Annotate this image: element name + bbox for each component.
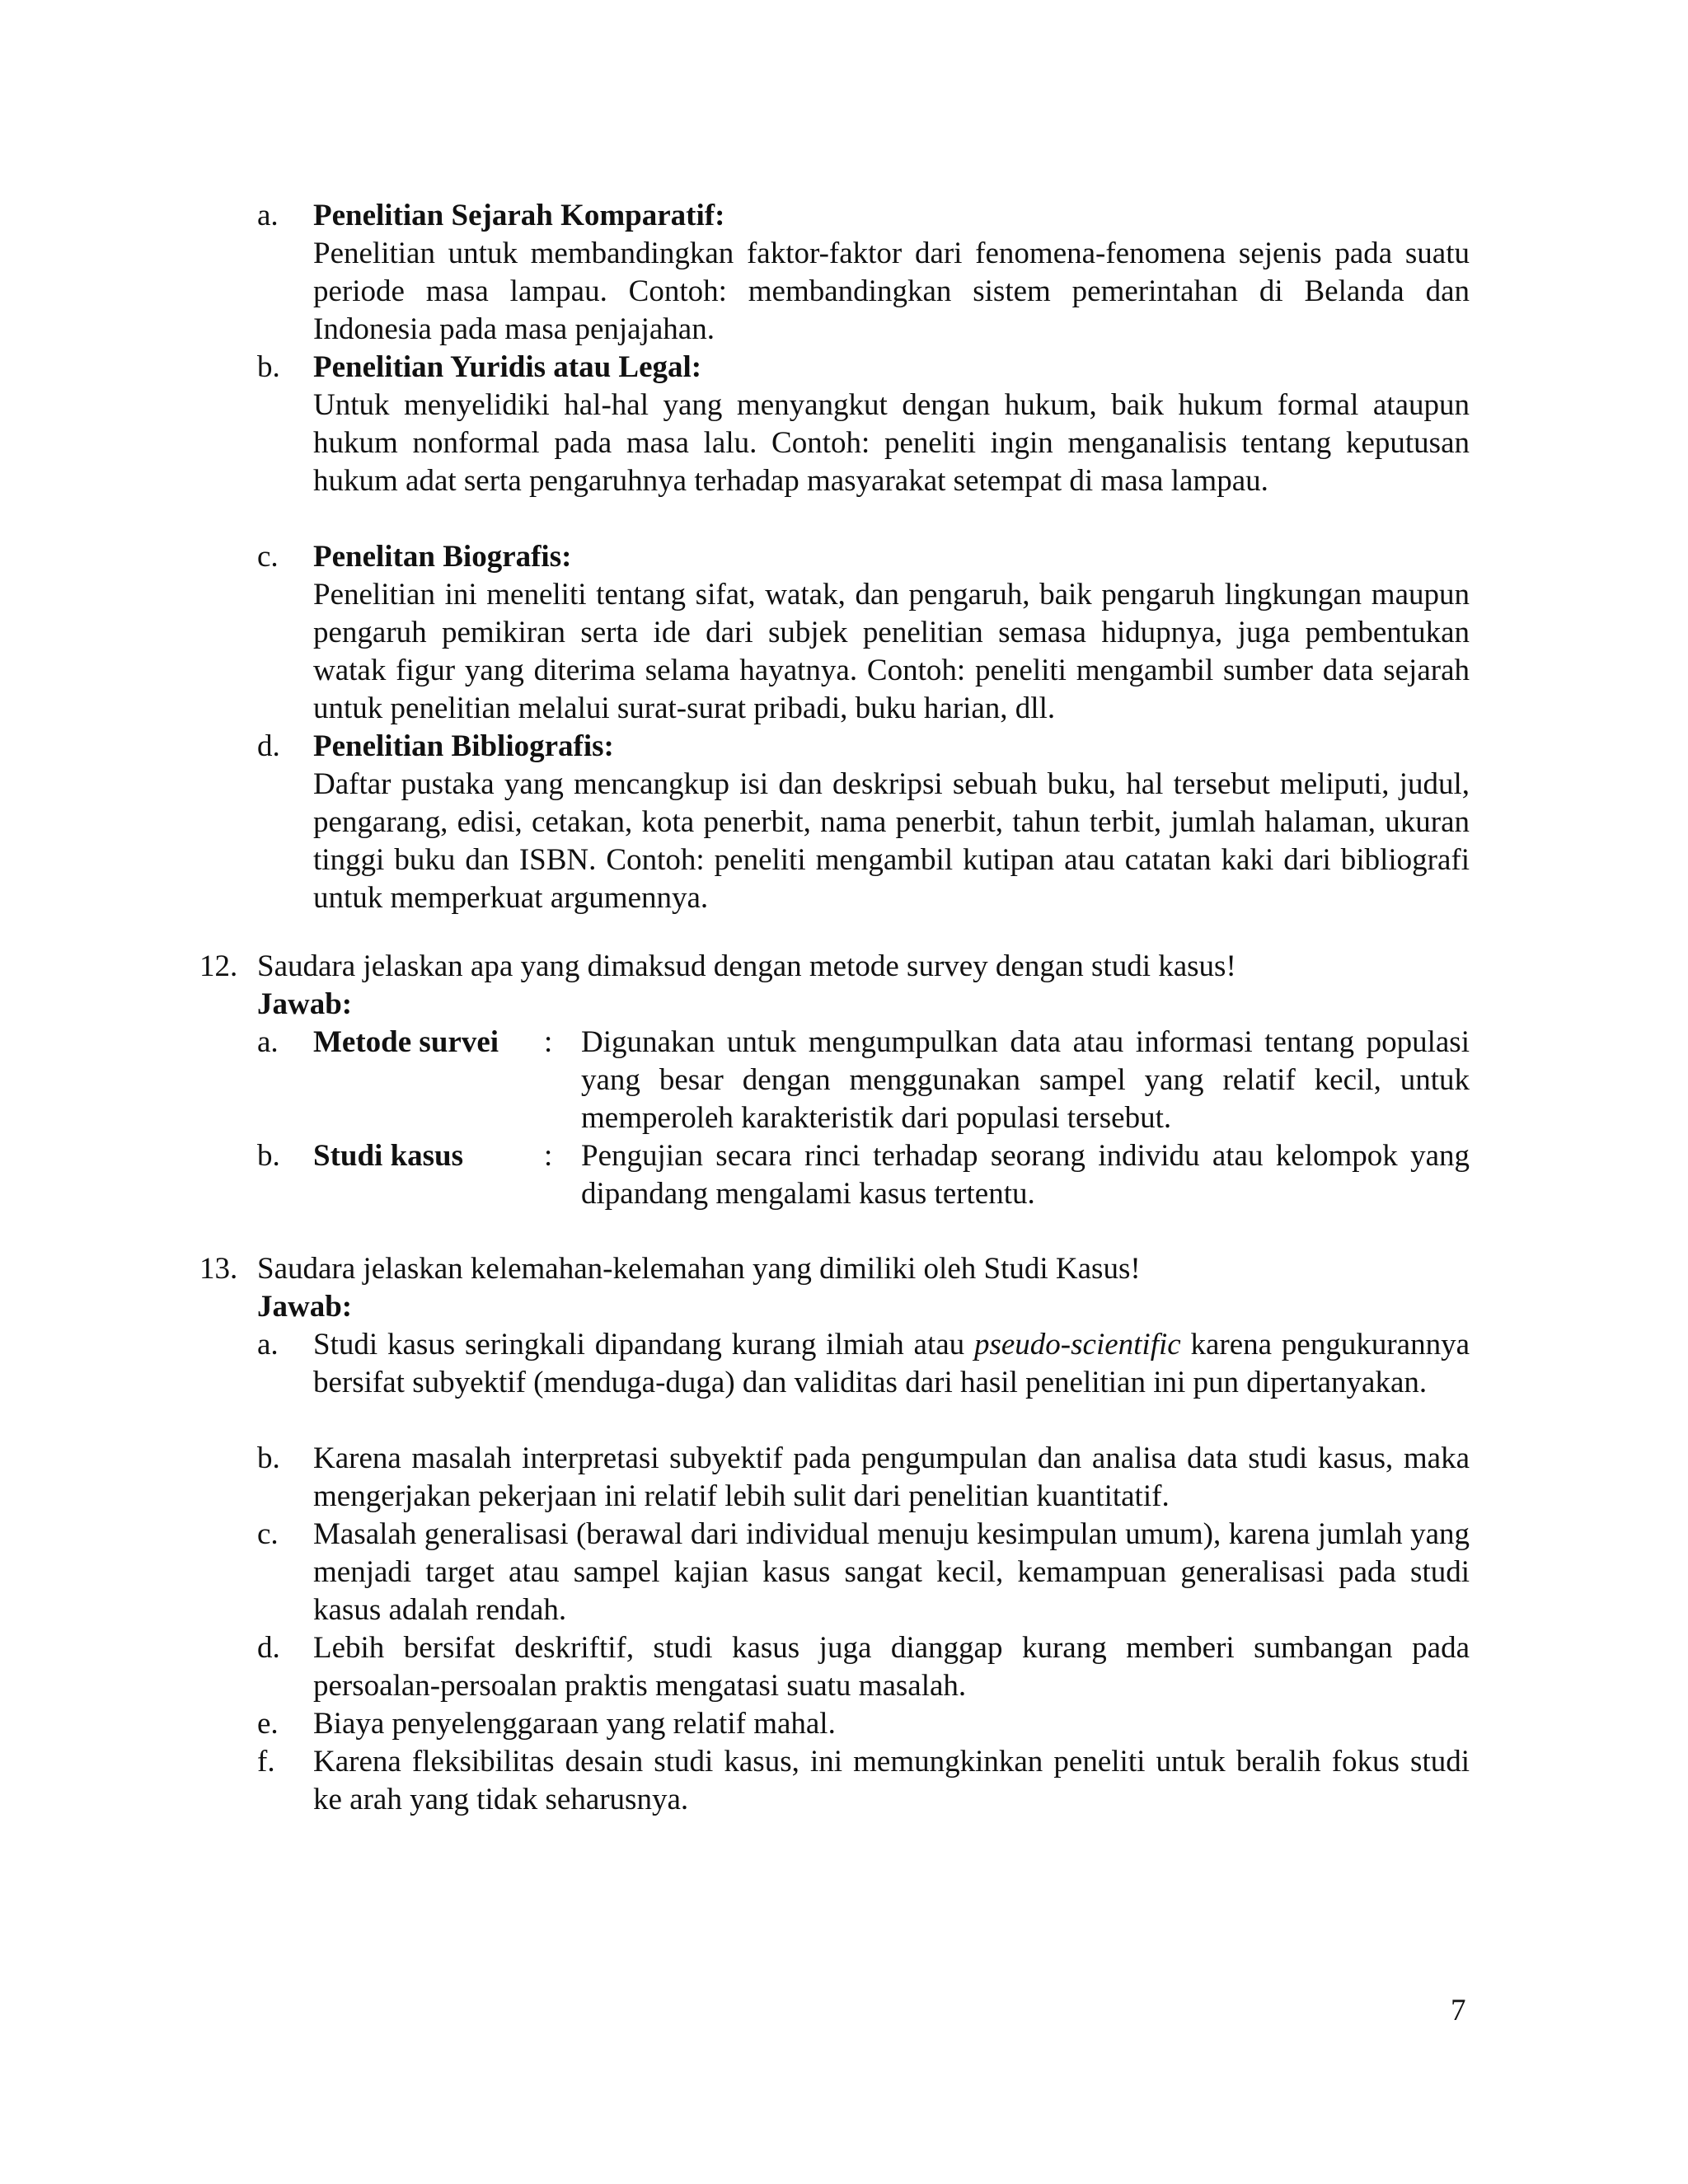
- term-separator: :: [544, 1025, 553, 1059]
- item-body: Untuk menyelidiki hal-hal yang menyangkut dengan hukum, baik hukum formal ataupun hukum nonformal pada masa lalu. Contoh: peneliti ingin menganalisis tentang keputusan hukum adat serta pengaruhnya terhadap masyarakat setempat di masa lampau.: [313, 388, 1470, 498]
- item-marker: a.: [257, 199, 279, 232]
- list-item: [313, 538, 1470, 728]
- item-marker: b.: [257, 1441, 280, 1475]
- item-text: karena pengukurannya bersifat subyektif (menduga-duga) dan validitas dari hasil penelitian ini pun dipertanyakan.: [313, 1328, 1470, 1399]
- question-number: 12.: [199, 949, 238, 983]
- item-marker: a.: [257, 1328, 279, 1361]
- item-marker: f.: [257, 1745, 275, 1779]
- list-item: Karena masalah interpretasi subyektif pada pengumpulan dan analisa data studi kasus, maka mengerjakan pekerjaan ini relatif lebih sulit dari penelitian kuantitatif.: [313, 1441, 1470, 1513]
- item-title: Penelitan Biografis:: [313, 540, 572, 574]
- item-marker: e.: [257, 1707, 279, 1741]
- term-separator: :: [544, 1139, 553, 1173]
- term-label: Studi kasus: [313, 1139, 464, 1173]
- term-definition: Pengujian secara rinci terhadap seorang individu atau kelompok yang dipandang mengalami kasus tertentu.: [581, 1139, 1470, 1211]
- item-marker: c.: [257, 540, 279, 574]
- list-item: [313, 349, 1470, 500]
- question-number: 13.: [199, 1252, 238, 1286]
- list-item: Masalah generalisasi (berawal dari individual menuju kesimpulan umum), karena jumlah yang menjadi target atau sampel kajian kasus sangat kecil, kemampuan generalisasi pada studi kasus adalah rendah.: [313, 1517, 1470, 1627]
- item-marker: a.: [257, 1025, 279, 1059]
- item-text-italic: pseudo-scientific: [973, 1328, 1181, 1361]
- item-marker: c.: [257, 1517, 279, 1551]
- list-item: [313, 197, 1470, 349]
- item-title: Penelitian Yuridis atau Legal:: [313, 350, 702, 384]
- answer-label: Jawab:: [257, 1290, 353, 1324]
- question-text: Saudara jelaskan kelemahan-kelemahan yang dimiliki oleh Studi Kasus!: [257, 1252, 1141, 1286]
- term-definition: Digunakan untuk mengumpulkan data atau informasi tentang populasi yang besar dengan menggunakan sampel yang relatif kecil, untuk memperoleh karakteristik dari populasi tersebut.: [581, 1025, 1470, 1135]
- item-body: Daftar pustaka yang mencangkup isi dan deskripsi sebuah buku, hal tersebut meliputi, judul, pengarang, edisi, cetakan, kota penerbit, nama penerbit, tahun terbit, jumlah halaman, ukuran tinggi buku dan ISBN. Contoh: peneliti mengambil kutipan atau catatan kaki dari bibliografi untuk memperkuat argumennya.: [313, 767, 1470, 915]
- answer-label: Jawab:: [257, 987, 353, 1021]
- list-item: Lebih bersifat deskriftif, studi kasus juga dianggap kurang memberi sumbangan pada persoalan-persoalan praktis mengatasi suatu masalah.: [313, 1631, 1470, 1703]
- item-title: Penelitian Bibliografis:: [313, 729, 614, 763]
- term-label: Metode survei: [313, 1025, 499, 1059]
- question-text: Saudara jelaskan apa yang dimaksud dengan metode survey dengan studi kasus!: [257, 949, 1236, 983]
- item-text: Studi kasus seringkali dipandang kurang ilmiah atau: [313, 1328, 974, 1361]
- list-item: Karena fleksibilitas desain studi kasus, ini memungkinkan peneliti untuk beralih fokus studi ke arah yang tidak seharusnya.: [313, 1745, 1470, 1816]
- item-body: Penelitian untuk membandingkan faktor-faktor dari fenomena-fenomena sejenis pada suatu periode masa lampau. Contoh: membandingkan sistem pemerintahan di Belanda dan Indonesia pada masa penjajahan.: [313, 237, 1470, 346]
- item-marker: b.: [257, 1139, 280, 1173]
- list-item: [313, 728, 1470, 917]
- item-marker: d.: [257, 729, 280, 763]
- item-marker: b.: [257, 350, 280, 384]
- list-item: [313, 1326, 1470, 1402]
- item-marker: d.: [257, 1631, 280, 1665]
- list-item: Biaya penyelenggaraan yang relatif mahal.: [313, 1707, 836, 1741]
- item-body: Penelitian ini meneliti tentang sifat, watak, dan pengaruh, baik pengaruh lingkungan maupun pengaruh pemikiran serta ide dari subjek penelitian semasa hidupnya, juga pembentukan watak figur yang diterima selama hayatnya. Contoh: peneliti mengambil sumber data sejarah untuk penelitian melalui surat-surat pribadi, buku harian, dll.: [313, 578, 1470, 725]
- item-title: Penelitian Sejarah Komparatif:: [313, 199, 725, 232]
- page-number: 7: [1451, 1994, 1466, 2027]
